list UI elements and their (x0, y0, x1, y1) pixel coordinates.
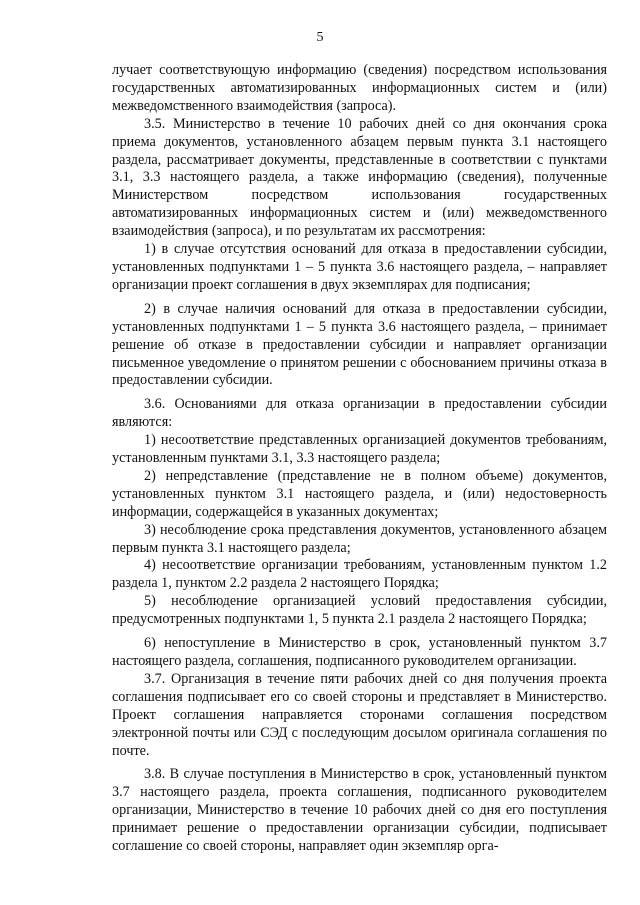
page-number: 5 (316, 30, 324, 45)
paragraph: 3.7. Организация в течение пяти рабочих дней со дня получения проекта соглашения подписывает его со своей стороны и представляет в Министерство. Проект соглашения направляется сторонами соглашения посредством электронной почты или СЭД с последующим досылом оригинала соглашения по почте. (112, 670, 607, 759)
paragraph: 3.5. Министерство в течение 10 рабочих дней со дня окончания срока приема документов, установленного абзацем первым пункта 3.1 настоящего раздела, рассматривает документы, представленные в соответствии с пунктами 3.1, 3.3 настоящего раздела, а также информацию (сведения), полученные Министерством посредством использования государственных автоматизированных информационных систем и (или) межведомственного взаимодействия (запроса), и по результатам их рассмотрения: (112, 115, 607, 240)
paragraph: 2) в случае наличия оснований для отказа в предоставлении субсидии, установленных подпунктами 1 – 5 пункта 3.6 настоящего раздела, – принимает решение об отказе в предоставлении субсидии и направляет организации письменное уведомление о принятом решении с обоснованием причины отказа в предоставлении субсидии. (112, 300, 607, 389)
paragraph: 1) несоответствие представленных организацией документов требованиям, установленным пунктами 3.1, 3.3 настоящего раздела; (112, 432, 607, 467)
paragraph: 4) несоответствие организации требованиям, установленным пунктом 1.2 раздела 1, пунктом 2.2 раздела 2 настоящего Порядка; (112, 557, 607, 592)
paragraph: 1) в случае отсутствия оснований для отказа в предоставлении субсидии, установленных подпунктами 1 – 5 пункта 3.6 настоящего раздела, – направляет организации проект соглашения в двух экземплярах для подписания; (112, 241, 607, 293)
paragraph: 3) несоблюдение срока представления документов, установленного абзацем первым пункта 3.1 настоящего раздела; (112, 521, 607, 556)
paragraph: 2) непредставление (представление не в полном объеме) документов, установленных пунктом 3.1 настоящего раздела, и (или) недостоверность информации, содержащейся в указанных документах; (112, 467, 607, 520)
paragraph: лучает соответствующую информацию (сведения) посредством использования государственных автоматизированных информационных систем и (или) межведомственного взаимодействия (запроса). (112, 62, 607, 114)
paragraph: 5) несоблюдение организацией условий предоставления субсидии, предусмотренных подпунктами 1, 5 пункта 2.1 раздела 2 настоящего Порядка; (112, 593, 607, 628)
document-body (112, 62, 607, 856)
paragraph: 3.6. Основаниями для отказа организации в предоставлении субсидии являются: (112, 396, 607, 431)
paragraph: 6) непоступление в Министерство в срок, установленный пунктом 3.7 настоящего раздела, соглашения, подписанного руководителем организации. (112, 635, 607, 669)
paragraph: 3.8. В случае поступления в Министерство в срок, установленный пунктом 3.7 настоящего раздела, проекта соглашения, подписанного руководителем организации, Министерство в течение 10 рабочих дней со дня его поступления принимает решение о предоставлении организации субсидии, подписывает соглашение со своей стороны, направляет один экземпляр орга- (112, 766, 607, 855)
